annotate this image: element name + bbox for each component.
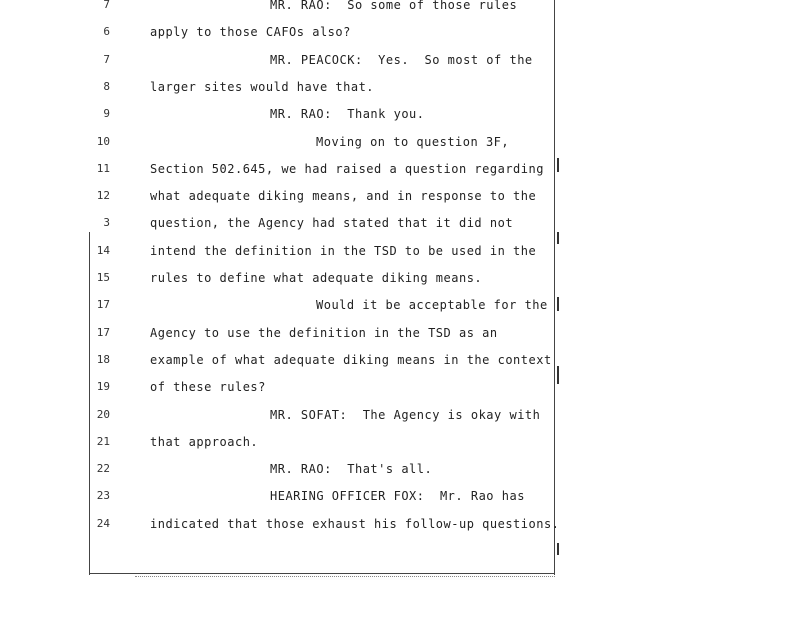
line-number: 11 bbox=[96, 161, 110, 175]
line-number: 7 bbox=[103, 52, 110, 66]
line-number: 3 bbox=[103, 216, 110, 230]
line-text: MR. RAO: Thank you. bbox=[270, 107, 425, 122]
line-number: 17 bbox=[96, 298, 110, 312]
transcript-line bbox=[0, 377, 560, 397]
transcript-line bbox=[0, 350, 560, 370]
scan-mark bbox=[557, 543, 559, 555]
line-text: what adequate diking means, and in response to the bbox=[150, 189, 537, 204]
line-text: that approach. bbox=[150, 434, 259, 449]
line-text: rules to define what adequate diking means. bbox=[150, 271, 483, 285]
transcript-line bbox=[0, 241, 560, 261]
scan-noise bbox=[135, 576, 555, 579]
transcript-line bbox=[0, 50, 560, 70]
line-number: 18 bbox=[96, 352, 110, 366]
transcript-line bbox=[0, 77, 560, 97]
line-text: apply to those CAFOs also? bbox=[150, 25, 351, 40]
transcript-line bbox=[0, 132, 560, 152]
transcript-line bbox=[0, 0, 560, 15]
line-number: 10 bbox=[96, 134, 110, 148]
line-number: 12 bbox=[96, 189, 110, 203]
line-text: larger sites would have that. bbox=[150, 79, 375, 94]
line-text: MR. RAO: That's all. bbox=[270, 462, 433, 477]
line-text: indicated that those exhaust his follow-up questions. bbox=[150, 516, 560, 531]
transcript-line bbox=[0, 405, 560, 425]
line-number: 22 bbox=[96, 462, 110, 476]
line-text: HEARING OFFICER FOX: Mr. Rao has bbox=[270, 489, 525, 504]
line-text: MR. SOFAT: The Agency is okay with bbox=[270, 407, 541, 422]
line-number: 21 bbox=[96, 434, 110, 448]
transcript-line bbox=[0, 186, 560, 206]
transcript-line bbox=[0, 104, 560, 124]
transcript-line bbox=[0, 323, 560, 343]
line-text: Would it be acceptable for the bbox=[316, 298, 548, 313]
line-number: 17 bbox=[96, 325, 110, 339]
line-text: Moving on to question 3F, bbox=[316, 134, 510, 149]
line-text: of these rules? bbox=[150, 380, 266, 395]
line-text: intend the definition in the TSD to be used in the bbox=[150, 243, 537, 258]
transcript-line bbox=[0, 22, 560, 42]
line-number: 24 bbox=[96, 516, 110, 530]
line-text: Agency to use the definition in the TSD as an bbox=[150, 325, 498, 340]
line-number: 7 bbox=[103, 0, 110, 11]
line-text: MR. RAO: So some of those rules bbox=[270, 0, 518, 12]
line-number: 8 bbox=[103, 79, 110, 93]
transcript-line bbox=[0, 268, 560, 288]
line-number: 19 bbox=[96, 380, 110, 394]
transcript-line bbox=[0, 213, 560, 233]
line-number: 14 bbox=[96, 243, 110, 257]
line-text: MR. PEACOCK: Yes. So most of the bbox=[270, 52, 533, 67]
line-number: 23 bbox=[96, 489, 110, 503]
line-number: 15 bbox=[96, 271, 110, 284]
line-number: 9 bbox=[103, 107, 110, 121]
line-number: 20 bbox=[96, 407, 110, 421]
transcript-line bbox=[0, 159, 560, 179]
line-number: 6 bbox=[103, 25, 110, 39]
line-text: question, the Agency had stated that it did not bbox=[150, 216, 514, 231]
transcript-line bbox=[0, 486, 560, 506]
page-border-bottom bbox=[89, 573, 555, 574]
line-text: example of what adequate diking means in the context bbox=[150, 352, 552, 367]
transcript-line bbox=[0, 514, 560, 534]
transcript-line bbox=[0, 295, 560, 315]
line-text: Section 502.645, we had raised a question regarding bbox=[150, 161, 544, 176]
transcript-line bbox=[0, 432, 560, 452]
transcript-line bbox=[0, 459, 560, 479]
